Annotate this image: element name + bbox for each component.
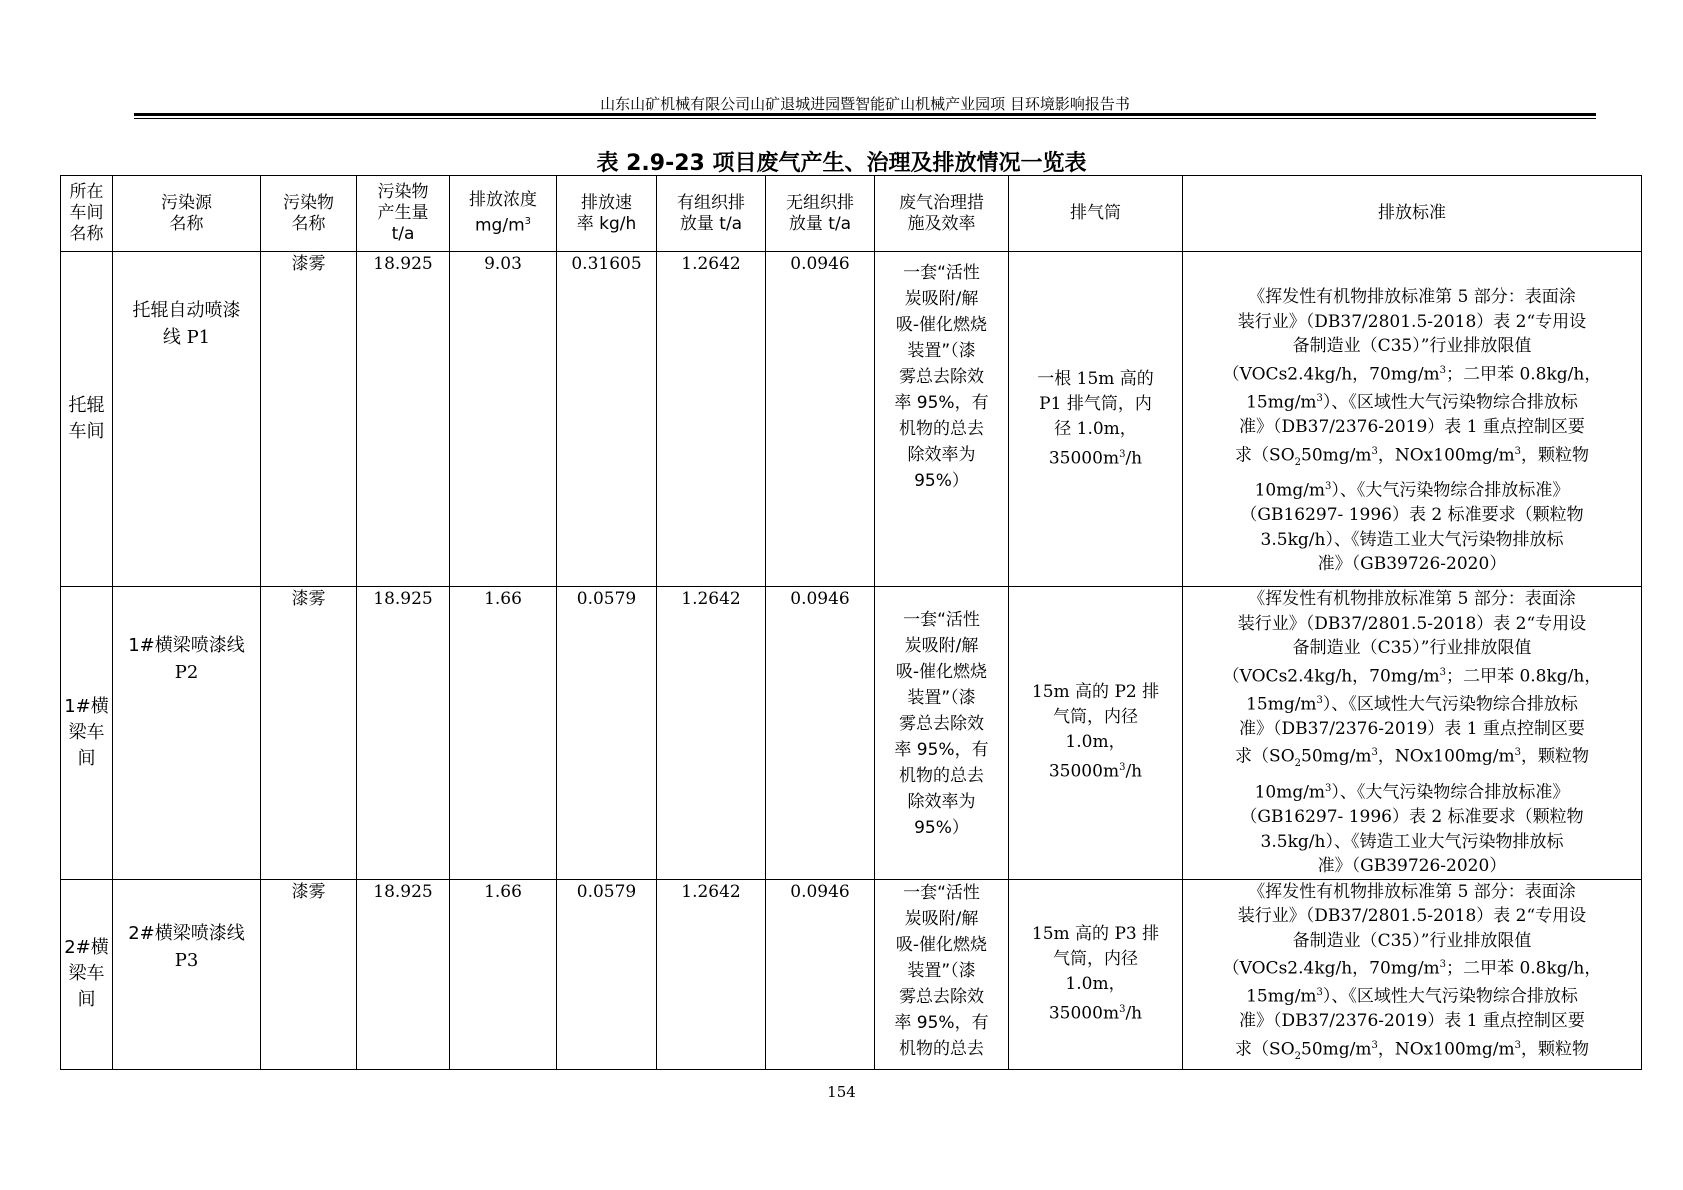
- header-workshop: 所在 车间 名称: [61, 176, 113, 252]
- cell-treatment: 一套“活性 炭吸附/解 吸-催化燃烧 装置”（漆 雾总去除效 率 95%，有 机物的总去 除效率为 95%）: [875, 587, 1009, 880]
- header-rate: 排放速 率 kg/h: [557, 176, 657, 252]
- cell-rate: 0.31605: [557, 252, 657, 587]
- header-row: [61, 176, 1642, 252]
- header-treatment: 废气治理措 施及效率: [875, 176, 1009, 252]
- header-organized: 有组织排 放量 t/a: [657, 176, 766, 252]
- cell-concentration: 1.66: [450, 587, 557, 880]
- cell-organized: 1.2642: [657, 879, 766, 1070]
- cell-generation: 18.925: [357, 587, 450, 880]
- header-rule-thin: [134, 118, 1596, 119]
- table-row: [61, 587, 1642, 880]
- cell-pollutant: 漆雾: [261, 587, 357, 880]
- running-header: 山东山矿机械有限公司山矿退城进园暨智能矿山机械产业园项 目环境影响报告书: [600, 95, 1130, 113]
- cell-stack: 15m 高的 P3 排 气筒，内径 1.0m， $35000m^3/h$: [1009, 879, 1183, 1070]
- cell-organized: 1.2642: [657, 252, 766, 587]
- cell-unorganized: 0.0946: [766, 587, 875, 880]
- cell-source: 1#横梁喷漆线 P2: [113, 587, 261, 880]
- cell-source: 2#横梁喷漆线 P3: [113, 879, 261, 1070]
- cell-pollutant: 漆雾: [261, 879, 357, 1070]
- cell-generation: 18.925: [357, 252, 450, 587]
- table-title: 表 2.9-23 项目废气产生、治理及排放情况一览表: [596, 151, 1087, 176]
- cell-workshop: 2#横 梁车 间: [61, 879, 113, 1070]
- cell-pollutant: 漆雾: [261, 252, 357, 587]
- cell-stack: 一根 15m 高的 P1 排气筒，内 径 1.0m， $35000m^3/h$: [1009, 252, 1183, 587]
- header-source: 污染源 名称: [113, 176, 261, 252]
- cell-source: 托辊自动喷漆 线 P1: [113, 252, 261, 587]
- cell-workshop: 1#横 梁车 间: [61, 587, 113, 880]
- table-row: [61, 879, 1642, 1070]
- emission-table: [60, 175, 1642, 1070]
- cell-concentration: 9.03: [450, 252, 557, 587]
- cell-treatment: 一套“活性 炭吸附/解 吸-催化燃烧 装置”（漆 雾总去除效 率 95%，有 机物的总去: [875, 879, 1009, 1070]
- cell-unorganized: 0.0946: [766, 252, 875, 587]
- cell-standard: 《挥发性有机物排放标准第 5 部分：表面涂 装行业》（DB37/2801.5-2018）表 2“专用设 备制造业（C35）”行业排放限值 （VOCs2.4kg/h，$70mg/m^3$；二甲苯 0.8kg/h， $15mg/m^3$）、《区域性大气污染物综合排放标 准》（DB37/2376-2019）表 1 重点控制区要 求（$SO_250mg/m^3$，$NOx100mg/m^3$，颗粒物 $10mg/m^3$）、《大气污染物综合排放标准》 （GB16297- 1996）表 2 标准要求（颗粒物 3.5kg/h）、《铸造工业大气污染物排放标 准》（GB39726-2020）: [1183, 252, 1642, 587]
- page-number: 154: [827, 1083, 856, 1101]
- header-unorganized: 无组织排 放量 t/a: [766, 176, 875, 252]
- header-standard: 排放标准: [1183, 176, 1642, 252]
- cell-concentration: 1.66: [450, 879, 557, 1070]
- cell-stack: 15m 高的 P2 排 气筒，内径 1.0m， $35000m^3/h$: [1009, 587, 1183, 880]
- cell-organized: 1.2642: [657, 587, 766, 880]
- cell-standard: 《挥发性有机物排放标准第 5 部分：表面涂 装行业》（DB37/2801.5-2018）表 2“专用设 备制造业（C35）”行业排放限值 （VOCs2.4kg/h，$70mg/m^3$；二甲苯 0.8kg/h， $15mg/m^3$）、《区域性大气污染物综合排放标 准》（DB37/2376-2019）表 1 重点控制区要 求（$SO_250mg/m^3$，$NOx100mg/m^3$，颗粒物: [1183, 879, 1642, 1070]
- header-generation: 污染物 产生量 t/a: [357, 176, 450, 252]
- header-pollutant: 污染物 名称: [261, 176, 357, 252]
- cell-treatment: 一套“活性 炭吸附/解 吸-催化燃烧 装置”（漆 雾总去除效 率 95%，有 机物的总去 除效率为 95%）: [875, 252, 1009, 587]
- table-row: [61, 252, 1642, 587]
- cell-rate: 0.0579: [557, 879, 657, 1070]
- header-rule: [134, 113, 1596, 116]
- cell-unorganized: 0.0946: [766, 879, 875, 1070]
- header-stack: 排气筒: [1009, 176, 1183, 252]
- header-concentration: 排放浓度 $mg/m^3$: [450, 176, 557, 252]
- cell-workshop: 托辊 车间: [61, 252, 113, 587]
- cell-generation: 18.925: [357, 879, 450, 1070]
- cell-rate: 0.0579: [557, 587, 657, 880]
- cell-standard: 《挥发性有机物排放标准第 5 部分：表面涂 装行业》（DB37/2801.5-2018）表 2“专用设 备制造业（C35）”行业排放限值 （VOCs2.4kg/h，$70mg/m^3$；二甲苯 0.8kg/h， $15mg/m^3$）、《区域性大气污染物综合排放标 准》（DB37/2376-2019）表 1 重点控制区要 求（$SO_250mg/m^3$，$NOx100mg/m^3$，颗粒物 $10mg/m^3$）、《大气污染物综合排放标准》 （GB16297- 1996）表 2 标准要求（颗粒物 3.5kg/h）、《铸造工业大气污染物排放标 准》（GB39726-2020）: [1183, 587, 1642, 880]
